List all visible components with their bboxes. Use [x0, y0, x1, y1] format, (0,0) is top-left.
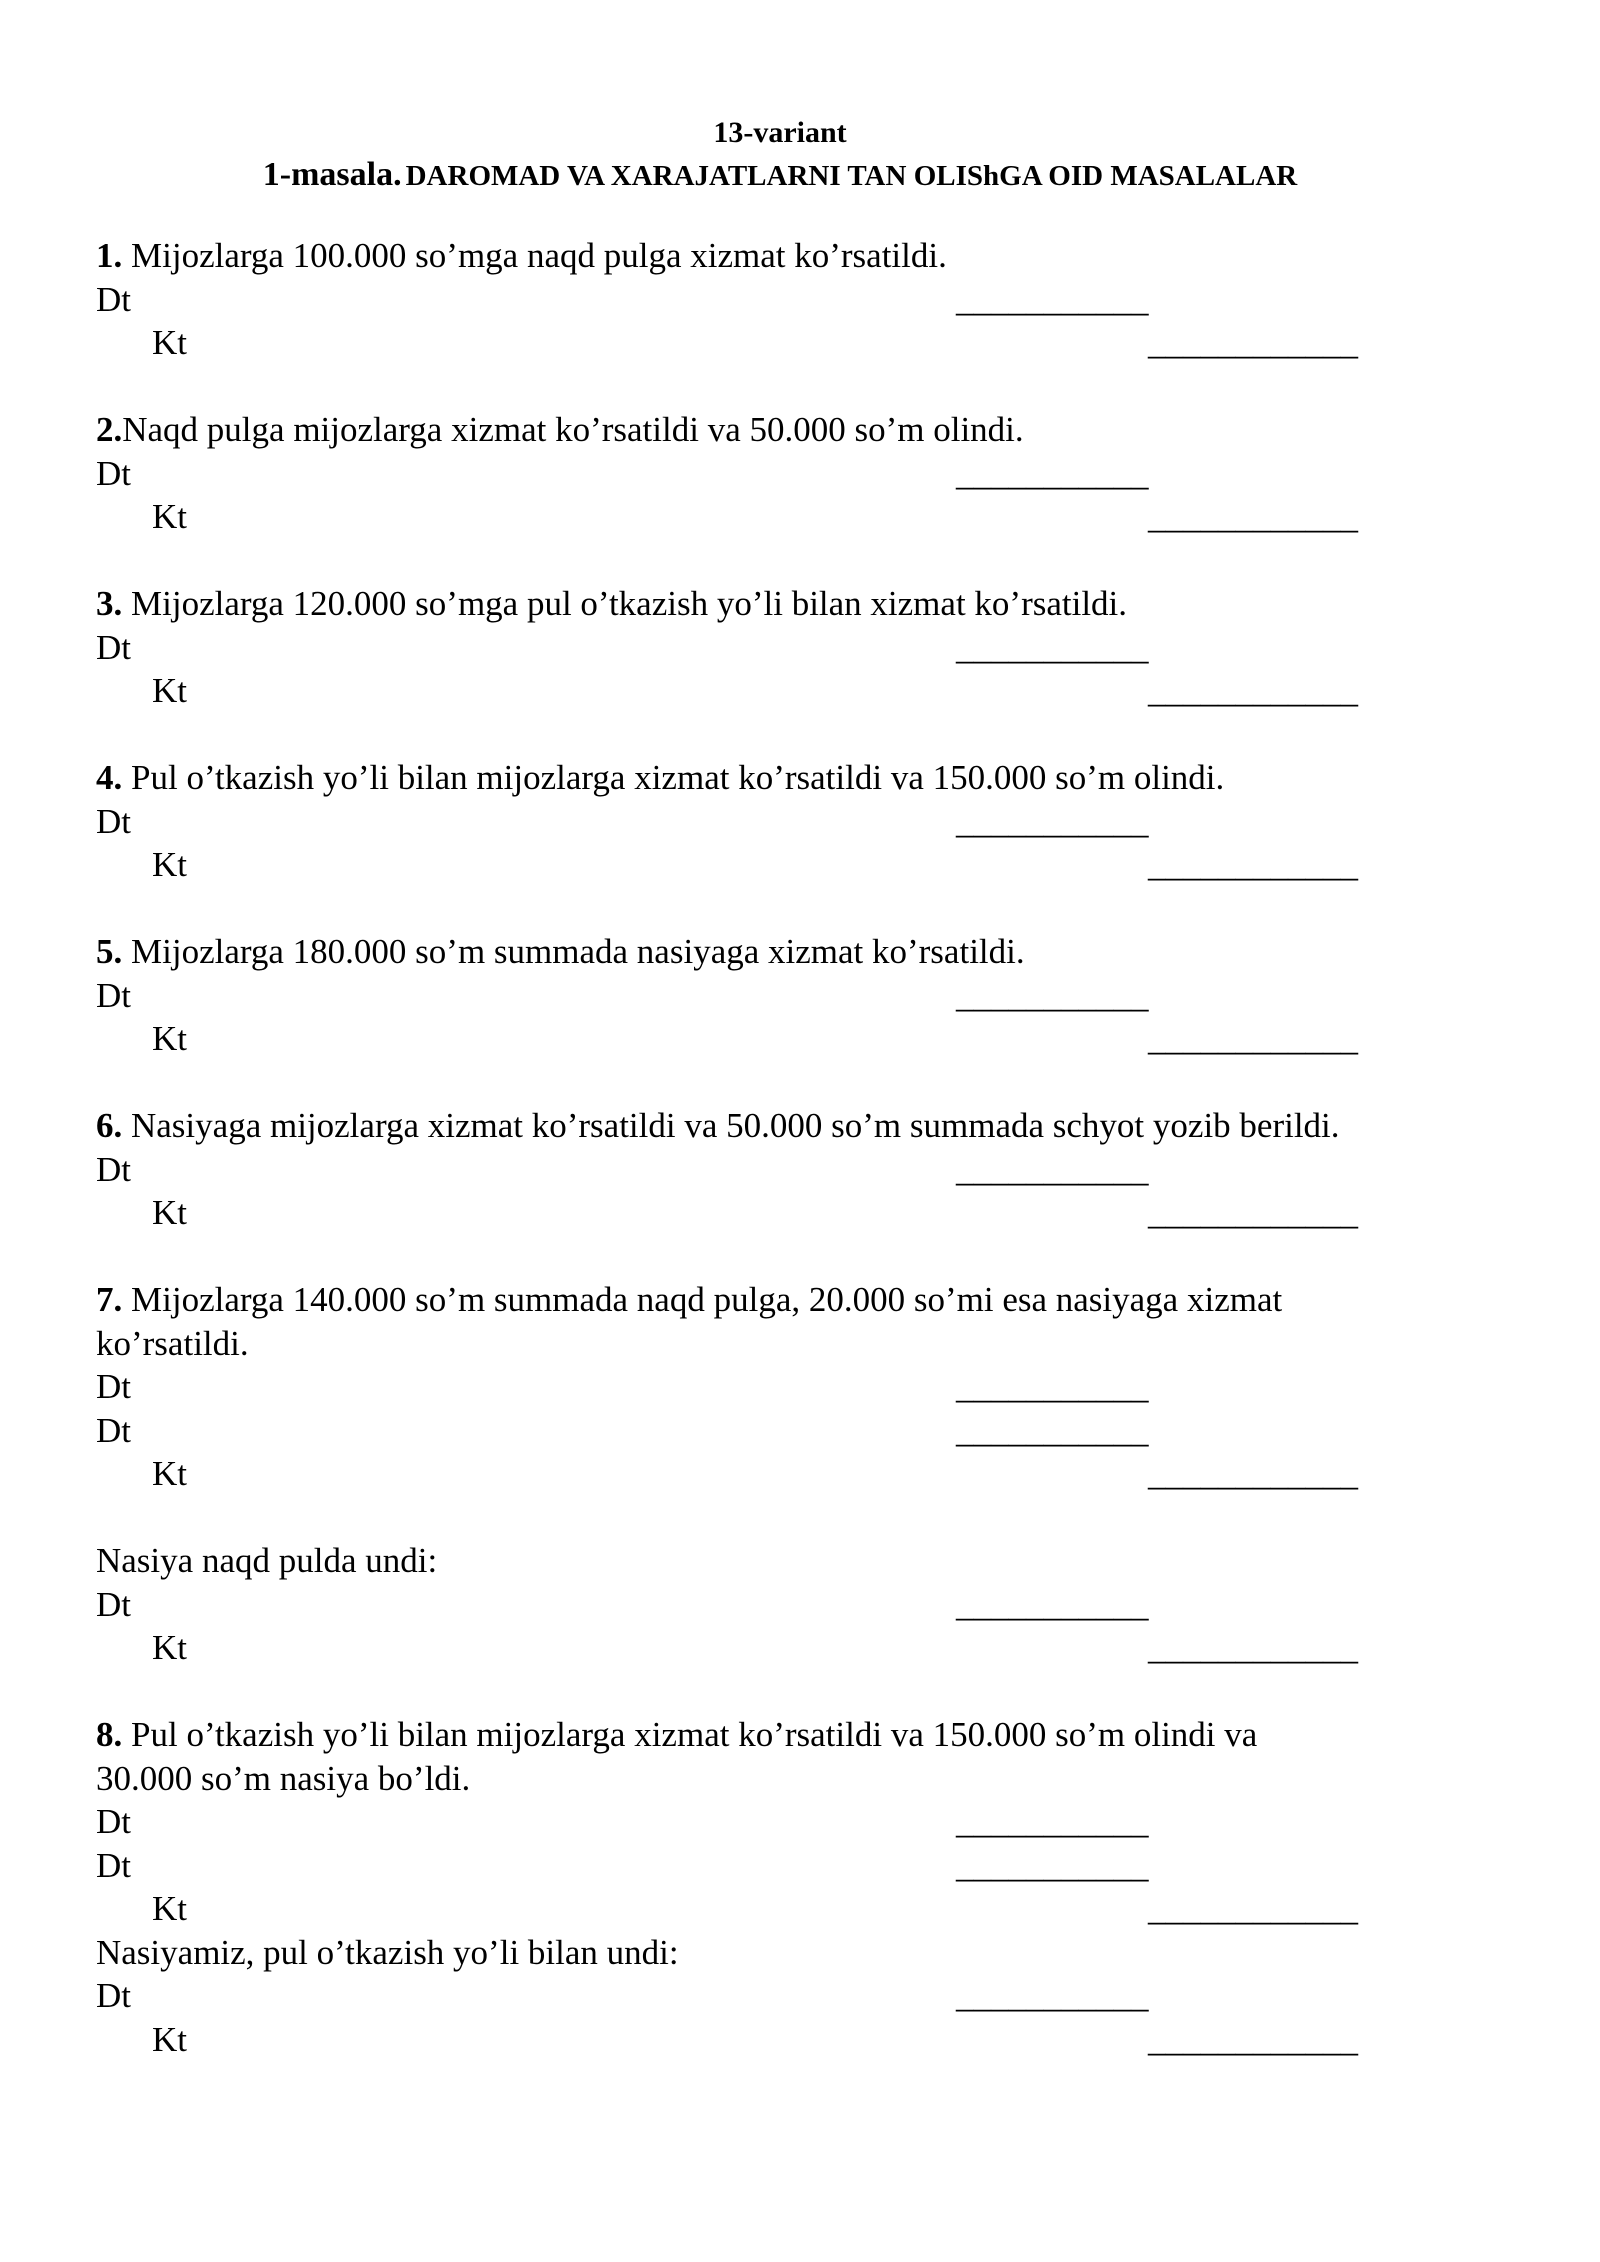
credit-label: Kt — [152, 1454, 187, 1493]
debit-label: Dt — [96, 279, 131, 319]
exercise-number: 2. — [96, 410, 123, 449]
credit-label: Kt — [152, 323, 187, 362]
exercise-number: 6. — [96, 1106, 123, 1145]
exercise-text-line — [96, 1931, 1476, 1975]
debit-entry-row — [96, 1974, 1476, 2018]
exercise-item — [96, 1713, 1476, 2061]
debit-entry-row — [96, 452, 1476, 496]
exercise-item — [96, 1539, 1476, 1670]
exercise-text-line — [96, 1278, 1476, 1322]
exercise-number: 4. — [96, 758, 123, 797]
credit-entry-row — [96, 1626, 1476, 1670]
debit-label: Dt — [96, 1367, 131, 1406]
exercise-text-line — [96, 582, 1476, 626]
credit-label: Kt — [152, 671, 187, 710]
exercise-text-line — [96, 1322, 1476, 1366]
credit-entry-row — [96, 1452, 1476, 1496]
exercise-item — [96, 408, 1476, 539]
debit-answer-blank[interactable]: ___________ — [956, 1149, 1149, 1189]
debit-entry-row — [96, 974, 1476, 1018]
exercise-text: Pul o’tkazish yo’li bilan mijozlarga xizmat ko’rsatildi va 150.000 so’m olindi va — [122, 1715, 1258, 1754]
credit-label: Kt — [152, 497, 187, 536]
debit-answer-blank[interactable]: ___________ — [956, 279, 1149, 319]
exercise-number: 3. — [96, 584, 123, 623]
credit-label: Kt — [152, 1628, 187, 1667]
exercise-text-line — [96, 1104, 1476, 1148]
exercise-item — [96, 930, 1476, 1061]
debit-entry-row — [96, 1409, 1476, 1453]
exercise-text: Mijozlarga 180.000 so’m summada nasiyaga xizmat ko’rsatildi. — [122, 932, 1025, 971]
exercise-text: Mijozlarga 120.000 so’mga pul o’tkazish yo’li bilan xizmat ko’rsatildi. — [122, 584, 1128, 623]
debit-entry-row — [96, 1148, 1476, 1192]
debit-label: Dt — [96, 627, 131, 667]
debit-answer-blank[interactable]: ___________ — [956, 975, 1149, 1015]
exercise-text: Nasiyamiz, pul o’tkazish yo’li bilan undi: — [96, 1932, 679, 1972]
debit-label: Dt — [96, 1584, 131, 1624]
exercise-number: 5. — [96, 932, 123, 971]
debit-entry-row — [96, 1365, 1476, 1409]
credit-entry-row — [96, 1887, 1476, 1931]
credit-entry-row — [96, 495, 1476, 539]
exercise-number: 8. — [96, 1715, 123, 1754]
exercise-text-line — [96, 408, 1476, 452]
debit-answer-blank[interactable]: ___________ — [956, 1367, 1149, 1406]
credit-answer-blank[interactable]: ____________ — [1148, 1454, 1358, 1493]
debit-answer-blank[interactable]: ___________ — [956, 1410, 1149, 1450]
exercise-text: 30.000 so’m nasiya bo’ldi. — [96, 1758, 471, 1798]
exercise-text: Nasiya naqd pulda undi: — [96, 1541, 438, 1580]
credit-answer-blank[interactable]: ____________ — [1148, 323, 1358, 362]
credit-label: Kt — [152, 845, 187, 884]
debit-entry-row — [96, 1583, 1476, 1627]
exercise-number: 7. — [96, 1280, 123, 1319]
exercise-text-line — [96, 1757, 1476, 1801]
exercise-item — [96, 582, 1476, 713]
exercise-text: Mijozlarga 100.000 so’mga naqd pulga xizmat ko’rsatildi. — [122, 236, 947, 275]
credit-answer-blank[interactable]: ____________ — [1148, 1889, 1358, 1928]
problem-topic: DAROMAD VA XARAJATLARNI TAN OLIShGA OID MASALALAR — [405, 160, 1298, 192]
debit-entry-row — [96, 278, 1476, 322]
credit-answer-blank[interactable]: ____________ — [1148, 1628, 1358, 1667]
credit-label: Kt — [152, 2019, 187, 2059]
exercise-text: Naqd pulga mijozlarga xizmat ko’rsatildi va 50.000 so’m olindi. — [122, 410, 1024, 449]
exercise-list — [96, 234, 1476, 2105]
credit-answer-blank[interactable]: ____________ — [1148, 845, 1358, 884]
debit-label: Dt — [96, 453, 131, 493]
problem-number: 1-masala. — [262, 156, 402, 193]
exercise-item — [96, 1104, 1476, 1235]
exercise-text: ko’rsatildi. — [96, 1323, 249, 1363]
problem-title — [0, 156, 1560, 194]
exercise-item — [96, 756, 1476, 887]
credit-label: Kt — [152, 1019, 187, 1058]
debit-answer-blank[interactable]: ___________ — [956, 627, 1149, 667]
exercise-item — [96, 234, 1476, 365]
exercise-text-line — [96, 1539, 1476, 1583]
debit-label: Dt — [96, 801, 131, 841]
debit-answer-blank[interactable]: ___________ — [956, 801, 1149, 841]
credit-entry-row — [96, 669, 1476, 713]
debit-answer-blank[interactable]: ___________ — [956, 1976, 1149, 2015]
exercise-text-line — [96, 1713, 1476, 1757]
credit-answer-blank[interactable]: ____________ — [1148, 1193, 1358, 1232]
debit-label: Dt — [96, 1845, 131, 1885]
exercise-text: Mijozlarga 140.000 so’m summada naqd pulga, 20.000 so’mi esa nasiyaga xizmat — [122, 1280, 1283, 1319]
debit-answer-blank[interactable]: ___________ — [956, 1845, 1149, 1885]
debit-answer-blank[interactable]: ___________ — [956, 453, 1149, 493]
debit-entry-row — [96, 1800, 1476, 1844]
exercise-number: 1. — [96, 236, 123, 275]
debit-entry-row — [96, 800, 1476, 844]
debit-entry-row — [96, 626, 1476, 670]
debit-label: Dt — [96, 1410, 131, 1450]
credit-label: Kt — [152, 1193, 187, 1232]
debit-answer-blank[interactable]: ___________ — [956, 1802, 1149, 1841]
exercise-text-line — [96, 930, 1476, 974]
credit-answer-blank[interactable]: ____________ — [1148, 1019, 1358, 1058]
exercise-text: Pul o’tkazish yo’li bilan mijozlarga xizmat ko’rsatildi va 150.000 so’m olindi. — [122, 758, 1225, 797]
credit-entry-row — [96, 321, 1476, 365]
debit-label: Dt — [96, 1976, 131, 2015]
exercise-text-line — [96, 756, 1476, 800]
variant-heading: 13-variant — [713, 116, 847, 149]
credit-entry-row — [96, 1017, 1476, 1061]
exercise-text: Nasiyaga mijozlarga xizmat ko’rsatildi va 50.000 so’m summada schyot yozib berildi. — [122, 1106, 1340, 1145]
debit-label: Dt — [96, 1149, 131, 1189]
debit-label: Dt — [96, 975, 131, 1015]
credit-entry-row — [96, 843, 1476, 887]
debit-entry-row — [96, 1844, 1476, 1888]
credit-entry-row — [96, 2018, 1476, 2062]
credit-answer-blank[interactable]: ____________ — [1148, 671, 1358, 710]
credit-answer-blank[interactable]: ____________ — [1148, 497, 1358, 536]
credit-answer-blank[interactable]: ____________ — [1148, 2019, 1358, 2059]
credit-label: Kt — [152, 1889, 187, 1928]
credit-entry-row — [96, 1191, 1476, 1235]
debit-answer-blank[interactable]: ___________ — [956, 1584, 1149, 1624]
exercise-text-line — [96, 234, 1476, 278]
exercise-item — [96, 1278, 1476, 1496]
debit-label: Dt — [96, 1802, 131, 1841]
